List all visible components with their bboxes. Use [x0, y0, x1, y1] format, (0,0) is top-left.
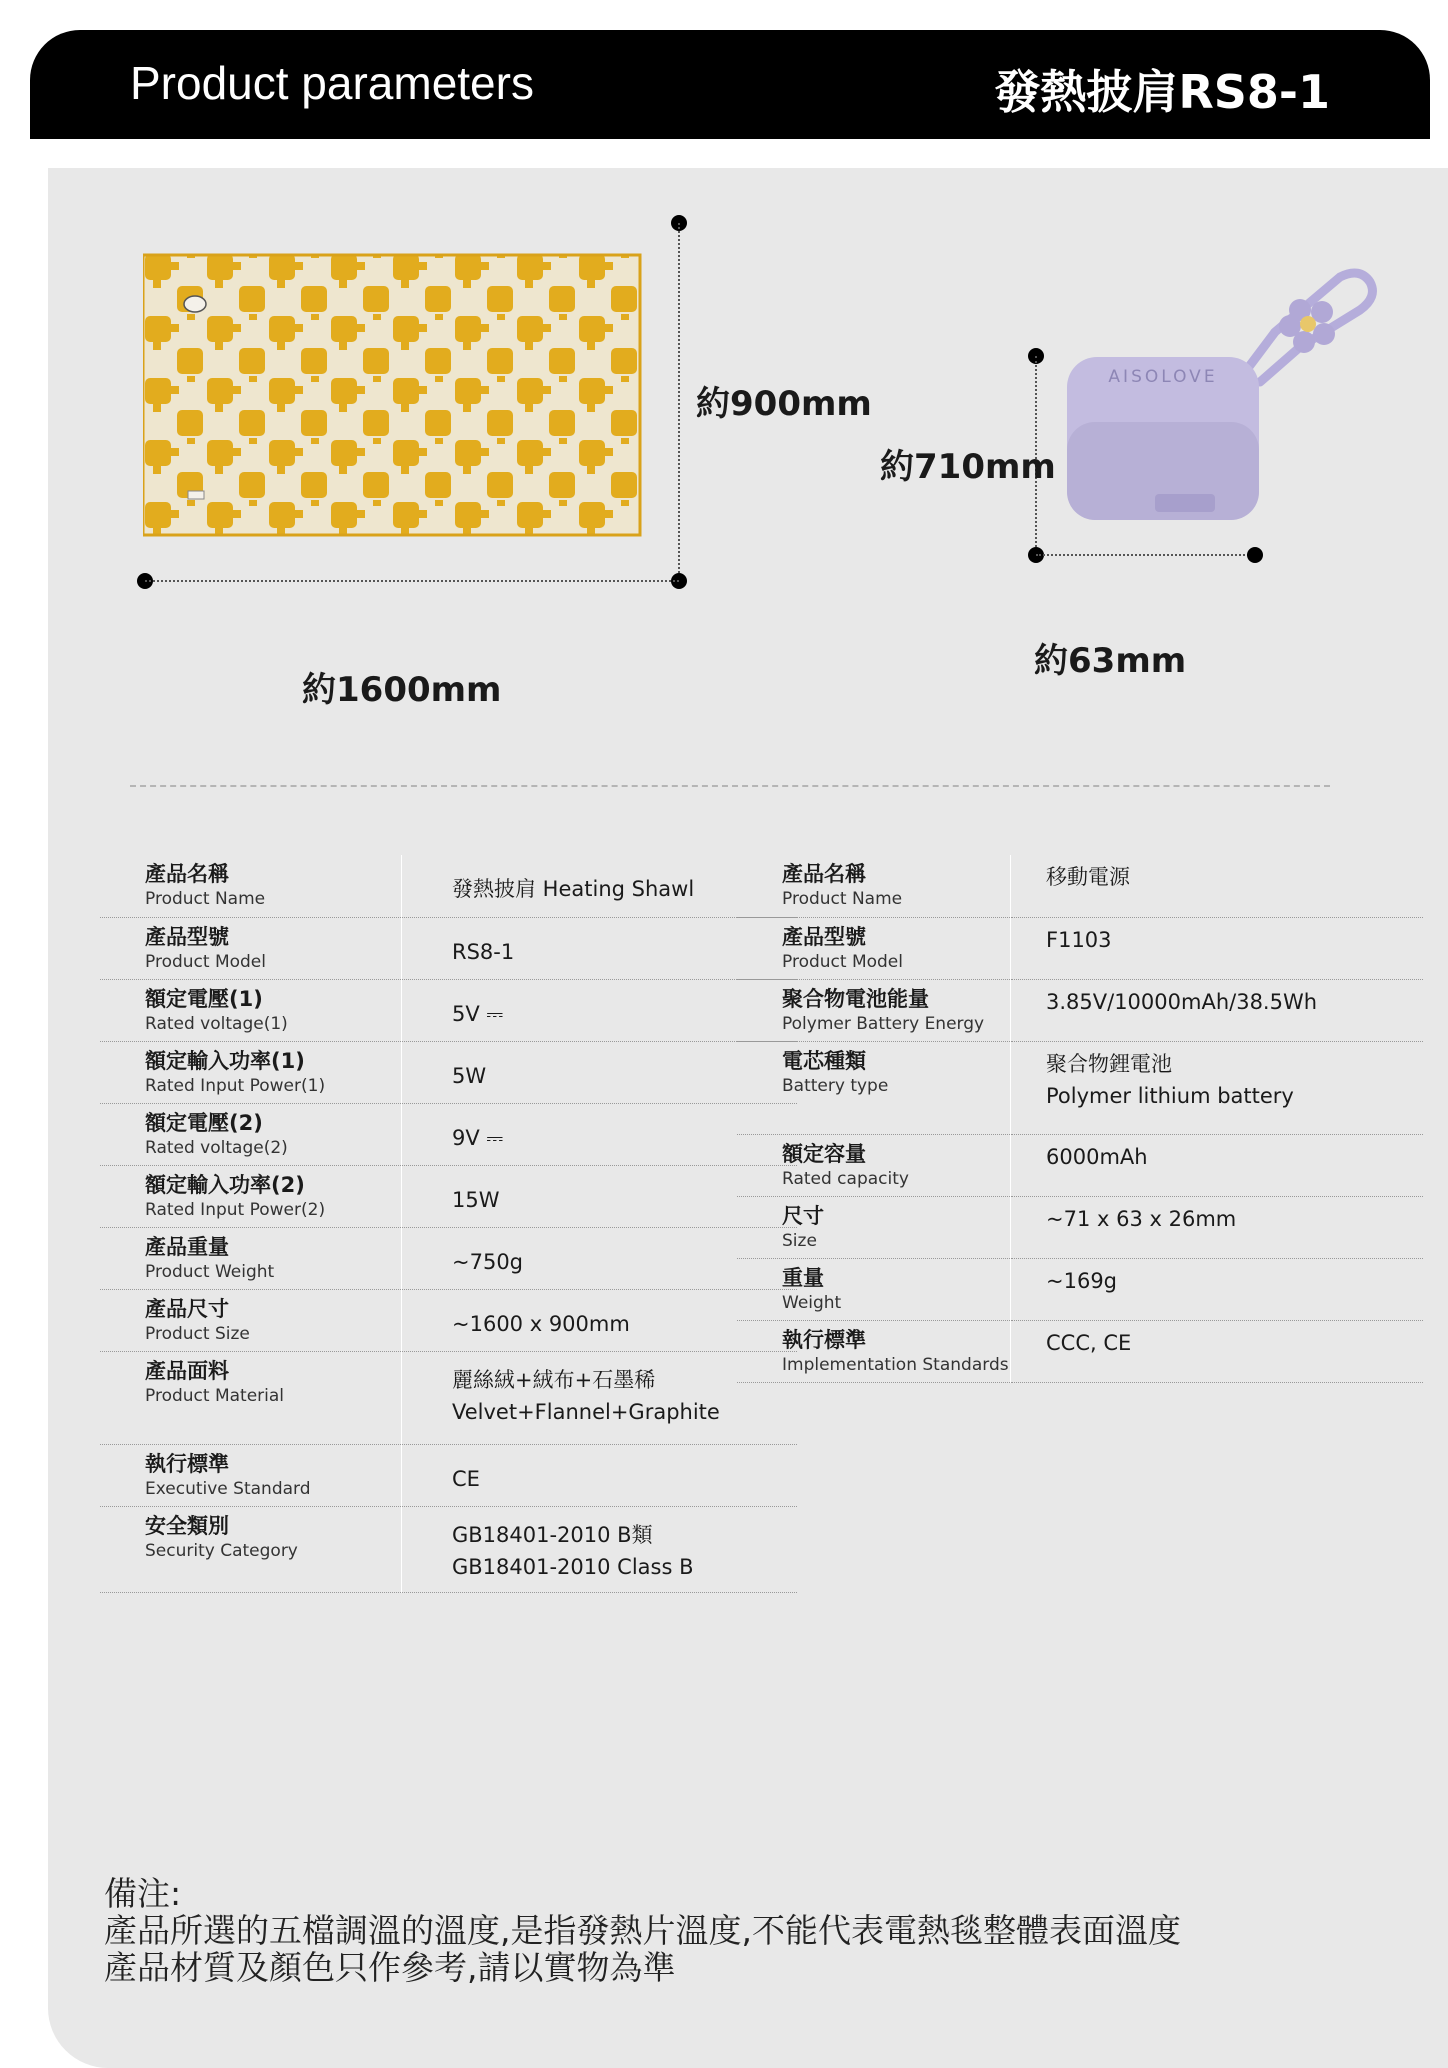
spec-label-cell	[100, 917, 402, 979]
spec-label-en: Size	[782, 1230, 817, 1251]
spec-label-cn: 產品名稱	[782, 862, 866, 886]
spec-label-en: Product Name	[145, 889, 266, 909]
spec-label-cell	[100, 979, 402, 1041]
spec-value-cell	[1011, 917, 1424, 979]
spec-label-cn: 重量	[782, 1265, 824, 1290]
spec-value: CCC, CE	[1046, 1330, 1132, 1355]
spec-value: RS8-1	[452, 939, 515, 964]
spec-value-cell	[402, 1506, 798, 1592]
spec-label-cn: 執行標準	[145, 1451, 229, 1476]
spec-label-cell	[737, 1320, 1011, 1382]
spec-label-cell	[737, 1196, 1011, 1258]
spec-label-en: Battery type	[782, 1075, 889, 1096]
table-row	[737, 1320, 1423, 1382]
spec-label-en: Rated Input Power(2)	[145, 1199, 326, 1220]
spec-value: GB18401-2010 B類	[452, 1522, 653, 1547]
table-row	[737, 1196, 1423, 1258]
product-model-title: 發熱披肩RS8-1	[994, 65, 1330, 119]
table-row	[737, 1041, 1423, 1134]
spec-label-cn: 電芯種類	[782, 1048, 866, 1073]
table-row	[100, 1506, 797, 1592]
height-dimension-line	[678, 223, 680, 581]
spec-label-cn: 執行標準	[782, 1327, 866, 1352]
table-row	[100, 1165, 797, 1227]
table-row	[100, 979, 797, 1041]
powerbank-width-label: 約63mm	[1034, 641, 1187, 681]
spec-label-en: Product Weight	[145, 1261, 275, 1282]
spec-label-cn: 額定電壓(1)	[145, 986, 263, 1011]
spec-value: 15W	[452, 1187, 500, 1212]
section-divider	[130, 785, 1330, 787]
table-row	[100, 917, 797, 979]
powerbank-height-label: 約710mm	[880, 447, 1056, 487]
spec-label-en: Weight	[782, 1292, 842, 1313]
header-bar	[30, 30, 1430, 139]
spec-label-cn: 安全類別	[145, 1513, 229, 1538]
spec-label-cell	[100, 1444, 402, 1506]
spec-value: 6000mAh	[1046, 1144, 1148, 1169]
spec-label-cn: 產品型號	[145, 924, 229, 949]
spec-label-cn: 產品重量	[145, 1234, 229, 1259]
table-row	[737, 1134, 1423, 1196]
spec-label-en: Product Size	[145, 1323, 250, 1344]
table-row	[737, 1258, 1423, 1320]
spec-label-en: Product Model	[782, 951, 903, 972]
shawl-height-label: 約900mm	[696, 384, 872, 424]
width-dimension-line	[145, 580, 679, 582]
table-row	[100, 1227, 797, 1289]
spec-value: 5V ⎓	[452, 1001, 504, 1026]
shawl-width-label: 約1600mm	[302, 670, 502, 710]
spec-label-cn: 額定輸入功率(1)	[145, 1048, 305, 1073]
table-row	[100, 1041, 797, 1103]
table-row	[100, 1289, 797, 1351]
spec-value: 9V ⎓	[452, 1125, 504, 1150]
note-line-2: 產品材質及顏色只作參考,請以實物為準	[104, 1948, 676, 1987]
spec-value: 5W	[452, 1063, 487, 1088]
page-title: Product parameters	[130, 57, 534, 109]
spec-value: 移動電源	[1046, 865, 1130, 889]
brand-logo: AISOLOVE	[1108, 367, 1218, 387]
table-row	[737, 979, 1423, 1041]
pb-width-dimension-line	[1036, 554, 1256, 556]
spec-value-cell	[1011, 979, 1424, 1041]
heating-shawl-image	[143, 252, 643, 537]
shawl-spec-table	[100, 855, 797, 1593]
spec-label-cell	[737, 1041, 1011, 1134]
spec-value: 發熱披肩 Heating Shawl	[452, 877, 695, 901]
spec-label-cell	[100, 1227, 402, 1289]
spec-label-en: Product Material	[145, 1385, 285, 1406]
spec-value-cell	[1011, 1134, 1424, 1196]
table-row	[737, 855, 1423, 917]
spec-label-cn: 產品面料	[145, 1358, 229, 1383]
note-label: 備注:	[104, 1874, 182, 1913]
spec-label-en: Rated Input Power(1)	[145, 1075, 326, 1096]
spec-label-en: Rated capacity	[782, 1168, 909, 1189]
spec-label-cn: 聚合物電池能量	[782, 986, 929, 1011]
spec-value: F1103	[1046, 927, 1112, 952]
spec-value: ~71 x 63 x 26mm	[1046, 1206, 1237, 1231]
spec-value-cell	[1011, 855, 1424, 917]
spec-value: 聚合物鋰電池	[1046, 1051, 1172, 1076]
spec-label-cell	[737, 1258, 1011, 1320]
spec-value-cell	[1011, 1320, 1424, 1382]
spec-value: CE	[452, 1466, 480, 1491]
spec-label-cn: 產品名稱	[145, 862, 229, 886]
table-row	[100, 1351, 797, 1444]
note-section	[104, 1875, 1181, 1986]
spec-label-en: Executive Standard	[145, 1478, 311, 1499]
spec-label-cell	[737, 1134, 1011, 1196]
spec-value: ~169g	[1046, 1268, 1118, 1293]
spec-value: 麗絲絨+絨布+石墨稀	[452, 1367, 656, 1392]
spec-value-cell	[402, 1444, 798, 1506]
spec-label-cn: 額定電壓(2)	[145, 1110, 263, 1135]
spec-label-cell	[100, 1351, 402, 1444]
spec-label-cn: 產品尺寸	[145, 1296, 229, 1321]
spec-label-cn: 產品型號	[782, 924, 866, 949]
spec-value-cell	[1011, 1041, 1424, 1134]
table-row	[737, 917, 1423, 979]
note-line-1: 產品所選的五檔調溫的溫度,是指發熱片溫度,不能代表電熱毯整體表面溫度	[104, 1911, 1181, 1950]
spec-label-cn: 額定容量	[782, 1141, 866, 1166]
spec-label-cell	[737, 855, 1011, 917]
spec-label-cell	[737, 979, 1011, 1041]
power-bank-image	[1060, 262, 1380, 532]
spec-value-en: Velvet+Flannel+Graphite	[452, 1399, 720, 1424]
powerbank-spec-table	[737, 855, 1423, 1383]
spec-label-cell	[100, 1041, 402, 1103]
spec-value-cell	[1011, 1258, 1424, 1320]
spec-label-cn: 尺寸	[782, 1203, 824, 1228]
spec-label-en: Polymer Battery Energy	[782, 1013, 985, 1034]
spec-value-en: Polymer lithium battery	[1046, 1083, 1294, 1108]
spec-value-cell	[1011, 1196, 1424, 1258]
spec-label-cell	[100, 1103, 402, 1165]
spec-value: 3.85V/10000mAh/38.5Wh	[1046, 989, 1318, 1014]
spec-label-en: Implementation Standards	[782, 1354, 1009, 1375]
spec-label-cn: 額定輸入功率(2)	[145, 1172, 305, 1197]
table-row	[100, 1444, 797, 1506]
spec-label-en: Security Category	[145, 1540, 298, 1561]
spec-value: ~1600 x 900mm	[452, 1311, 630, 1336]
spec-label-cell	[737, 917, 1011, 979]
spec-value-en: GB18401-2010 Class B	[452, 1554, 694, 1579]
table-row	[100, 1103, 797, 1165]
spec-label-en: Rated voltage(2)	[145, 1137, 288, 1158]
flower-charm	[1279, 299, 1335, 353]
spec-label-en: Product Model	[145, 951, 266, 972]
dimension-dot	[1247, 547, 1263, 563]
spec-label-cell	[100, 1289, 402, 1351]
spec-label-cell	[100, 855, 402, 917]
spec-label-cell	[100, 1506, 402, 1592]
spec-label-en: Product Name	[782, 889, 903, 909]
spec-label-en: Rated voltage(1)	[145, 1013, 288, 1034]
table-row	[100, 855, 797, 917]
spec-label-cell	[100, 1165, 402, 1227]
spec-value: ~750g	[452, 1249, 524, 1274]
